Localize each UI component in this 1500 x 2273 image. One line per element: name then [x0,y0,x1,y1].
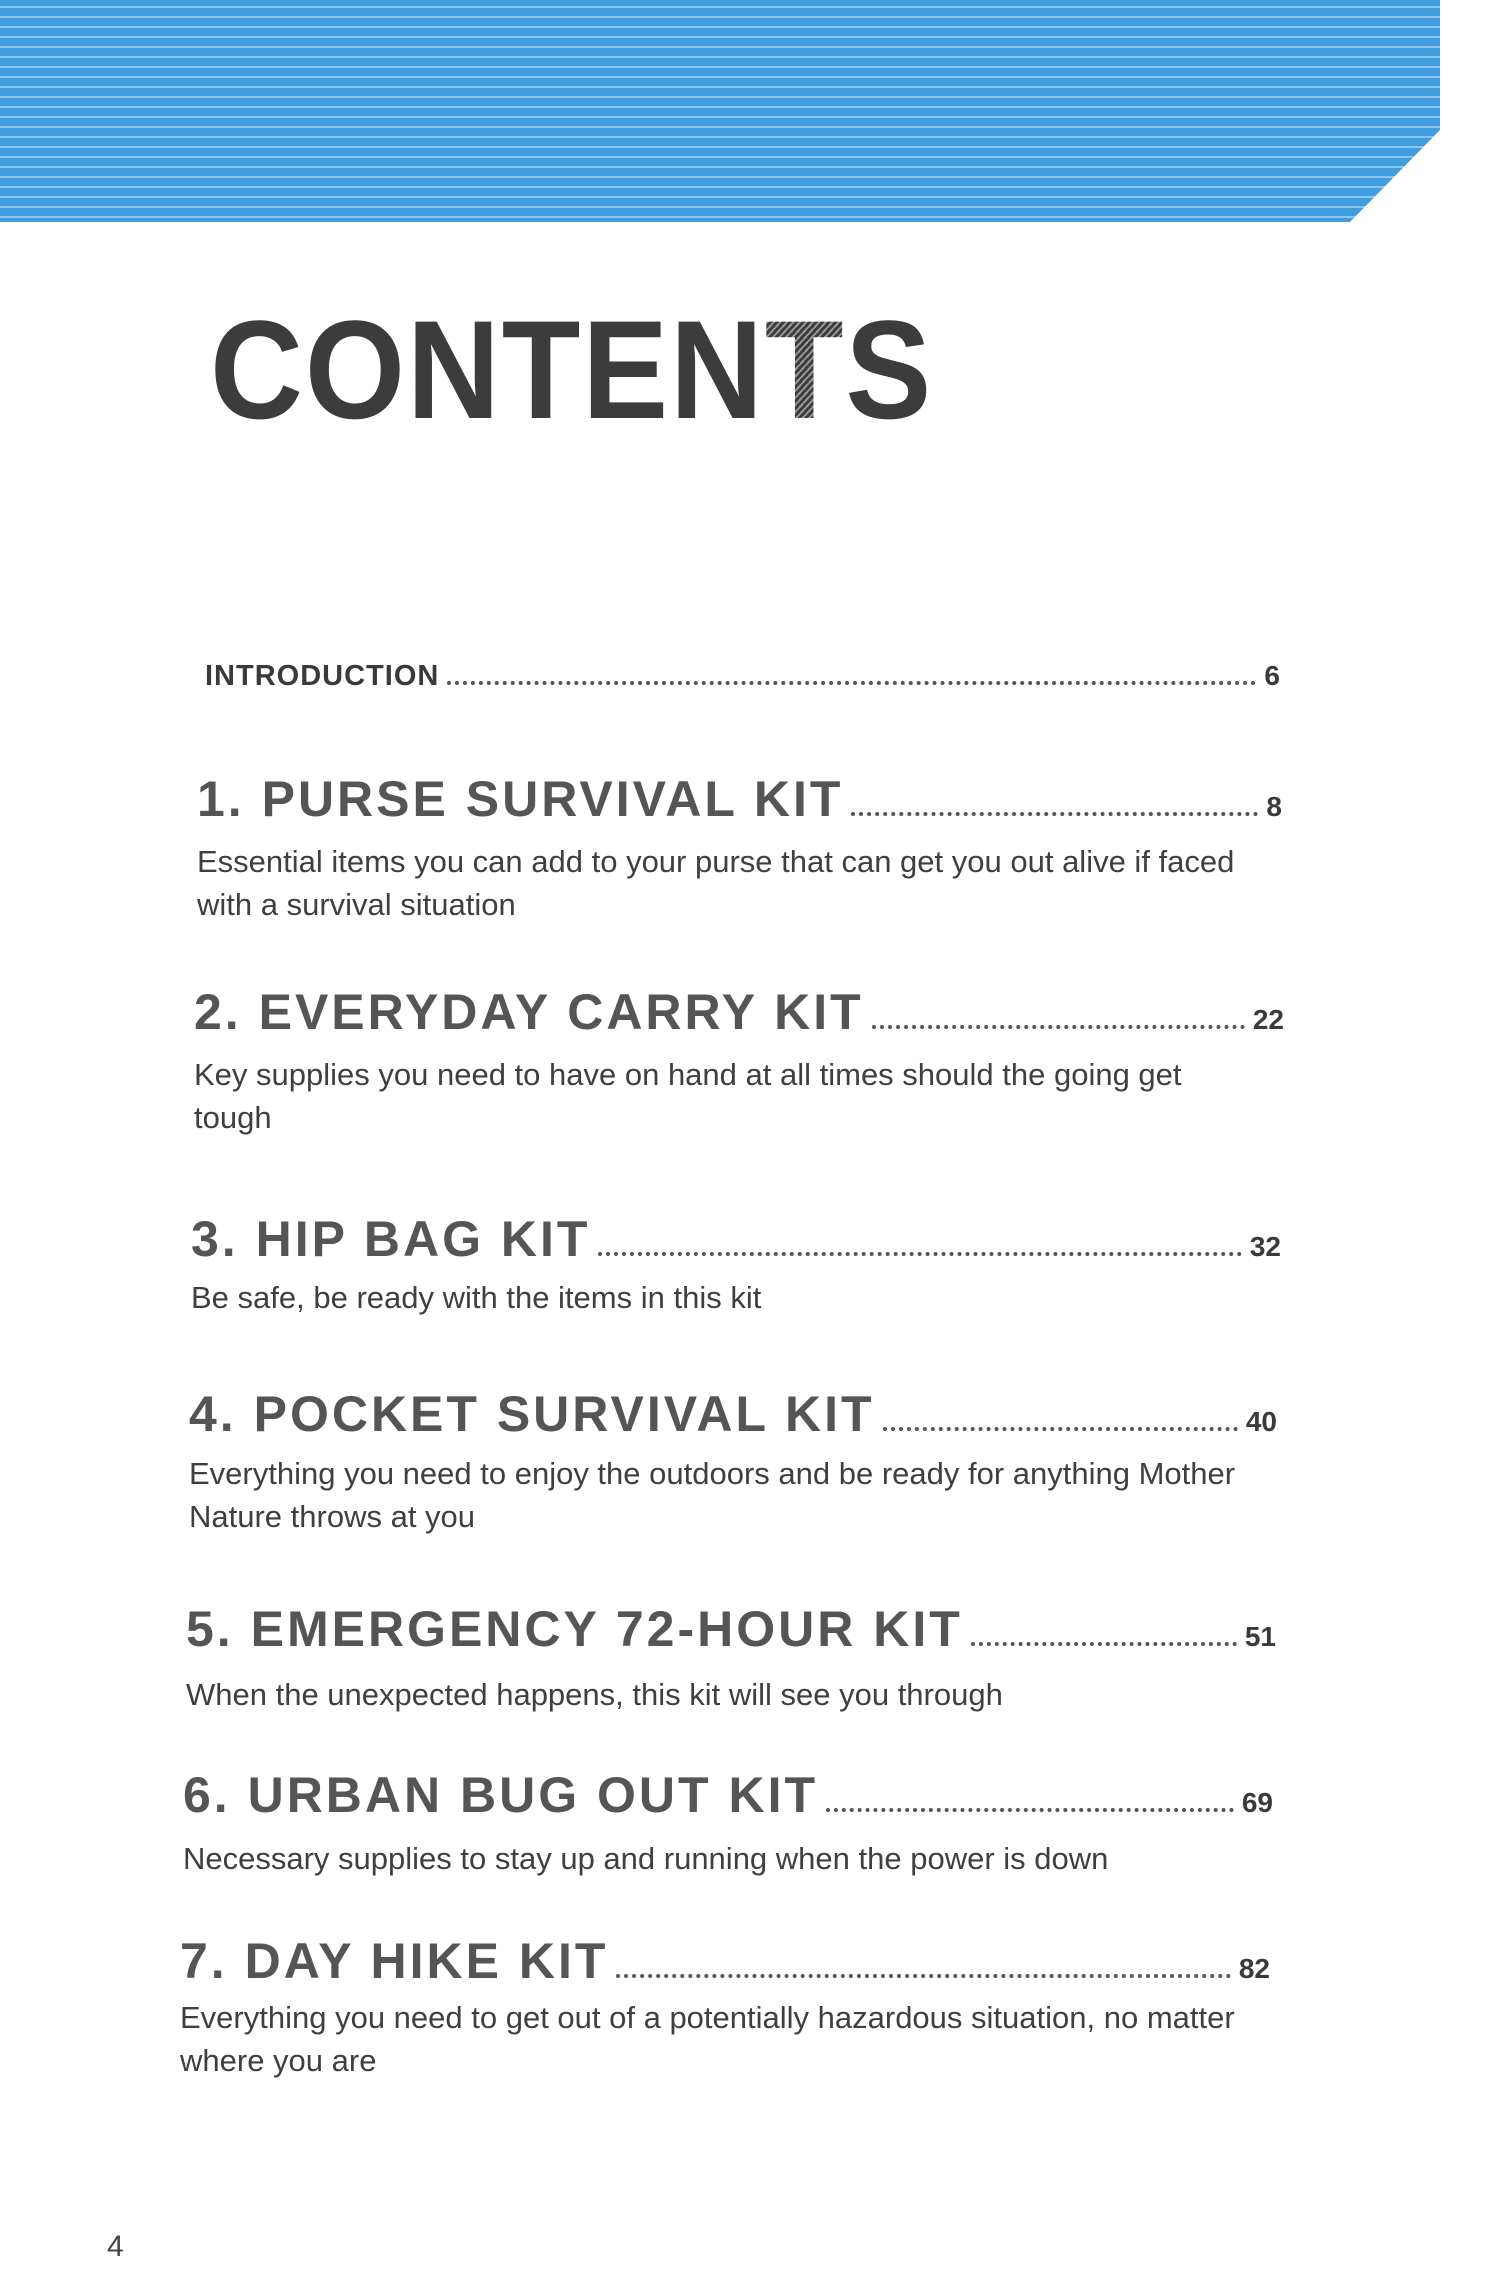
toc-label: INTRODUCTION [205,660,440,692]
dot-leader [851,812,1258,816]
toc-chapter-title: 4. POCKET SURVIVAL KIT [189,1386,875,1442]
toc-entry-chapter-4[interactable] [189,1385,1277,1443]
toc-chapter-description: When the unexpected happens, this kit will see you through [186,1677,1003,1712]
toc-chapter-description: Everything you need to get out of a potentially hazardous situation, no matter where you are [180,2000,1235,2078]
toc-chapter-title: 7. DAY HIKE KIT [180,1933,609,1989]
dot-leader [616,1974,1230,1978]
toc-entry-chapter-7[interactable] [180,1932,1270,1990]
toc-page-number: 82 [1238,1953,1270,1984]
dot-leader [598,1252,1241,1256]
toc-chapter-description: Necessary supplies to stay up and running when the power is down [183,1841,1109,1876]
toc-entry-chapter-5[interactable] [186,1600,1276,1658]
toc-page-number: 51 [1244,1621,1276,1652]
toc-chapter-description: Everything you need to enjoy the outdoors and be ready for anything Mother Nature throws at you [189,1456,1236,1534]
toc-page-number: 22 [1252,1004,1284,1035]
toc-chapter-title: 3. HIP BAG KIT [191,1211,591,1267]
toc-entry-chapter-6[interactable] [183,1766,1273,1824]
toc-page-number: 8 [1266,791,1282,822]
dot-leader [883,1427,1238,1431]
page-number: 4 [107,2230,124,2263]
toc-chapter-title: 2. EVERYDAY CARRY KIT [194,984,864,1040]
toc-chapter-title: 6. URBAN BUG OUT KIT [183,1767,818,1823]
toc-chapter-description: Key supplies you need to have on hand at all times should the going get tough [194,1057,1182,1135]
toc-page-number: 40 [1245,1406,1277,1437]
toc-chapter-description: Essential items you can add to your purse that can get you out alive if faced with a survival situation [197,844,1235,922]
page-title-text: CONTENTS [210,291,934,448]
toc-entry-chapter-2[interactable] [194,983,1284,1041]
dot-leader [447,681,1256,685]
toc-entry-introduction[interactable] [205,660,1280,693]
dot-leader [872,1025,1245,1029]
toc-page-number: 69 [1241,1787,1273,1818]
toc-entry-chapter-1[interactable] [197,770,1282,828]
toc-page-number: 6 [1264,660,1280,691]
toc-chapter-description: Be safe, be ready with the items in this kit [191,1280,762,1315]
dot-leader [971,1642,1237,1646]
toc-entry-chapter-3[interactable] [191,1210,1281,1268]
dot-leader [826,1808,1234,1812]
toc-page-number: 32 [1249,1231,1281,1262]
toc-chapter-title: 1. PURSE SURVIVAL KIT [197,771,844,827]
toc-chapter-title: 5. EMERGENCY 72-HOUR KIT [186,1601,963,1657]
